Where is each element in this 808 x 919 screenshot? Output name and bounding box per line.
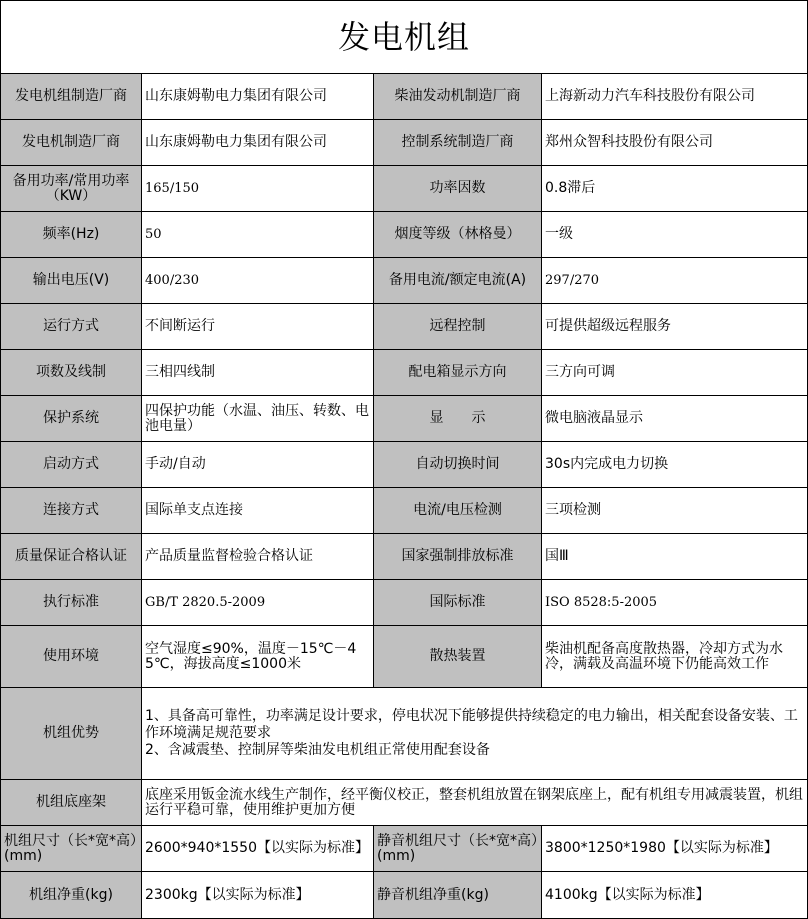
value-start-mode: 手动/自动	[142, 442, 374, 488]
label-current-voltage-detection: 电流/电压检测	[374, 488, 542, 534]
title-row	[1, 1, 808, 74]
value-silent-dimensions: 3800*1250*1980【以实际为标准】	[542, 826, 808, 872]
advantage-item: 1、具备高可靠性，功率满足设计要求，停电状况下能够提供持续稳定的电力输出，相关配套设备安装、工作环境满足规范要求	[145, 708, 798, 741]
value-emission-standard: 国Ⅲ	[542, 534, 808, 580]
value-silent-net-weight: 4100kg【以实际为标准】	[542, 872, 808, 919]
label-smoke-level: 烟度等级（林格曼）	[374, 212, 542, 258]
value-remote-control: 可提供超级远程服务	[542, 304, 808, 350]
table-row	[1, 74, 808, 120]
value-connection-mode: 国际单支点连接	[142, 488, 374, 534]
label-connection-mode: 连接方式	[1, 488, 142, 534]
value-panel-direction: 三方向可调	[542, 350, 808, 396]
value-display: 微电脑液晶显示	[542, 396, 808, 442]
label-panel-direction: 配电箱显示方向	[374, 350, 542, 396]
table-row	[1, 442, 808, 488]
table-row	[1, 212, 808, 258]
value-alternator-manufacturer: 山东康姆勒电力集团有限公司	[142, 120, 374, 166]
table-row	[1, 826, 808, 872]
label-silent-dimensions: 静音机组尺寸（长*宽*高）(mm)	[374, 826, 542, 872]
label-display: 显 示	[374, 396, 542, 442]
value-controller-manufacturer: 郑州众智科技股份有限公司	[542, 120, 808, 166]
value-engine-manufacturer: 上海新动力汽车科技股份有限公司	[542, 74, 808, 120]
page-title: 发电机组	[1, 1, 808, 74]
label-output-voltage: 输出电压(V)	[1, 258, 142, 304]
table-row	[1, 780, 808, 826]
table-row	[1, 166, 808, 212]
value-output-voltage: 400/230	[142, 258, 374, 304]
value-phase-wiring: 三相四线制	[142, 350, 374, 396]
label-current: 备用电流/额定电流(A)	[374, 258, 542, 304]
label-operation-mode: 运行方式	[1, 304, 142, 350]
value-switch-time: 30s内完成电力切换	[542, 442, 808, 488]
value-operation-mode: 不间断运行	[142, 304, 374, 350]
value-genset-manufacturer: 山东康姆勒电力集团有限公司	[142, 74, 374, 120]
value-environment: 空气湿度≤90%，温度－15℃－45℃，海拔高度≤1000米	[142, 626, 374, 688]
label-silent-net-weight: 静音机组净重(kg)	[374, 872, 542, 919]
advantage-item: 2、含减震垫、控制屏等柴油发电机组正常使用配套设备	[145, 742, 490, 758]
label-base-frame: 机组底座架	[1, 780, 142, 826]
label-alternator-manufacturer: 发电机制造厂商	[1, 120, 142, 166]
label-engine-manufacturer: 柴油发动机制造厂商	[374, 74, 542, 120]
label-remote-control: 远程控制	[374, 304, 542, 350]
value-advantages	[142, 688, 808, 780]
table-row	[1, 350, 808, 396]
value-quality-certification: 产品质量监督检验合格认证	[142, 534, 374, 580]
value-power-factor: 0.8滞后	[542, 166, 808, 212]
table-row	[1, 396, 808, 442]
label-power-factor: 功率因数	[374, 166, 542, 212]
value-execution-standard: GB/T 2820.5-2009	[142, 580, 374, 626]
label-protection-system: 保护系统	[1, 396, 142, 442]
table-row	[1, 580, 808, 626]
label-switch-time: 自动切换时间	[374, 442, 542, 488]
label-start-mode: 启动方式	[1, 442, 142, 488]
label-net-weight: 机组净重(kg)	[1, 872, 142, 919]
label-international-standard: 国际标准	[374, 580, 542, 626]
table-row	[1, 688, 808, 780]
table-row	[1, 872, 808, 919]
value-cooling: 柴油机配备高度散热器，冷却方式为水冷，满载及高温环境下仍能高效工作	[542, 626, 808, 688]
value-power-rating: 165/150	[142, 166, 374, 212]
table-row	[1, 626, 808, 688]
value-base-frame: 底座采用钣金流水线生产制作，经平衡仪校正，整套机组放置在钢架底座上，配有机组专用减震装置，机组运行平稳可靠，使用维护更加方便	[142, 780, 808, 826]
value-current: 297/270	[542, 258, 808, 304]
label-genset-manufacturer: 发电机组制造厂商	[1, 74, 142, 120]
label-power-rating: 备用功率/常用功率（KW）	[1, 166, 142, 212]
table-row	[1, 304, 808, 350]
table-row	[1, 258, 808, 304]
value-smoke-level: 一级	[542, 212, 808, 258]
table-row	[1, 120, 808, 166]
table-row	[1, 534, 808, 580]
value-international-standard: ISO 8528:5-2005	[542, 580, 808, 626]
label-emission-standard: 国家强制排放标准	[374, 534, 542, 580]
label-phase-wiring: 项数及线制	[1, 350, 142, 396]
label-quality-certification: 质量保证合格认证	[1, 534, 142, 580]
label-frequency: 频率(Hz)	[1, 212, 142, 258]
label-controller-manufacturer: 控制系统制造厂商	[374, 120, 542, 166]
table-row	[1, 488, 808, 534]
value-current-voltage-detection: 三项检测	[542, 488, 808, 534]
label-environment: 使用环境	[1, 626, 142, 688]
label-dimensions: 机组尺寸（长*宽*高）(mm)	[1, 826, 142, 872]
label-execution-standard: 执行标准	[1, 580, 142, 626]
value-frequency: 50	[142, 212, 374, 258]
label-cooling: 散热装置	[374, 626, 542, 688]
value-protection-system: 四保护功能（水温、油压、转数、电池电量）	[142, 396, 374, 442]
label-advantages: 机组优势	[1, 688, 142, 780]
value-dimensions: 2600*940*1550【以实际为标准】	[142, 826, 374, 872]
value-net-weight: 2300kg【以实际为标准】	[142, 872, 374, 919]
